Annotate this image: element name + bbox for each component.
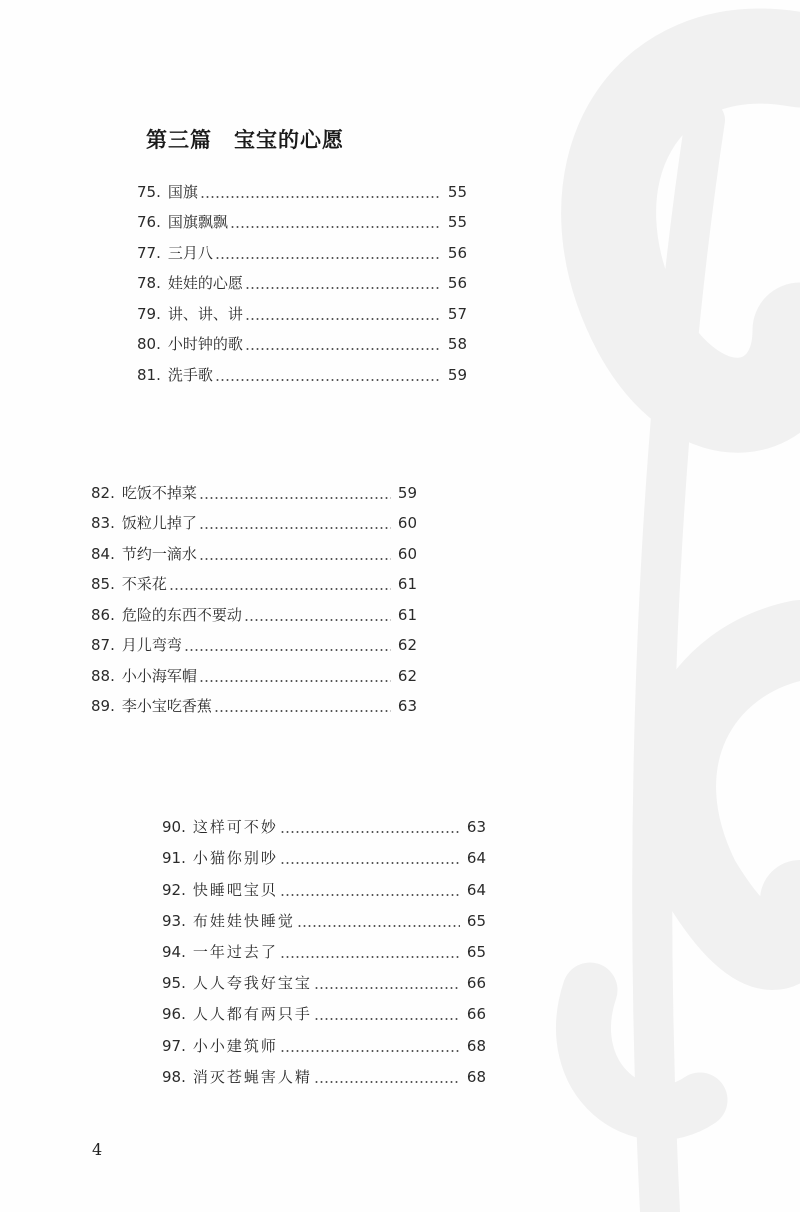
entry-title: 一年过去了: [192, 942, 278, 961]
toc-entry: [162, 805, 486, 836]
dot-leader: [314, 1018, 460, 1020]
entry-number: 79.: [137, 304, 161, 323]
entry-title: 三月八: [167, 243, 213, 262]
dot-leader: [215, 379, 441, 381]
toc-entry: [91, 563, 417, 594]
entry-page: 65: [466, 942, 486, 961]
entry-page: 58: [447, 335, 467, 353]
toc-entry: [162, 836, 486, 867]
toc-entry: [137, 353, 467, 384]
toc-entry: [137, 323, 467, 354]
toc-entry: [137, 201, 467, 232]
entry-page: 62: [397, 636, 417, 654]
page-number: 4: [92, 1140, 103, 1159]
dot-leader: [280, 862, 460, 864]
dot-leader: [199, 558, 391, 560]
dot-leader: [200, 196, 441, 198]
dot-leader: [230, 226, 441, 228]
dot-leader: [280, 1050, 460, 1052]
entry-number: 94.: [162, 942, 186, 961]
toc-entry: [91, 471, 417, 502]
entry-number: 76.: [137, 213, 161, 231]
dot-leader: [314, 987, 460, 989]
entry-title: 不采花: [121, 575, 167, 593]
entry-number: 78.: [137, 274, 161, 292]
toc-entry: [162, 992, 486, 1023]
entry-page: 61: [397, 575, 417, 593]
entry-page: 63: [397, 697, 417, 715]
entry-page: 55: [447, 182, 467, 201]
entry-title: 危险的东西不要动: [121, 605, 242, 624]
entry-page: 59: [447, 365, 467, 384]
toc-entry: [91, 532, 417, 563]
entry-page: 61: [397, 605, 417, 624]
toc-entry: [162, 899, 486, 930]
entry-number: 90.: [162, 818, 186, 837]
entry-title: 人人都有两只手: [192, 1005, 312, 1024]
entry-title: 娃娃的心愿: [167, 274, 243, 292]
entry-number: 98.: [162, 1067, 186, 1086]
dot-leader: [199, 680, 391, 682]
entry-number: 88.: [91, 666, 115, 685]
entry-page: 56: [447, 243, 467, 262]
entry-title: 国旗飘飘: [167, 213, 228, 231]
entry-page: 60: [397, 514, 417, 532]
dot-leader: [214, 710, 391, 712]
toc-entry: [91, 593, 417, 624]
entry-page: 59: [397, 483, 417, 502]
entry-number: 85.: [91, 575, 115, 593]
entry-title: 小猫你别吵: [192, 849, 278, 868]
dot-leader: [244, 619, 391, 621]
dot-leader: [280, 894, 460, 896]
toc-entry: [91, 502, 417, 533]
entry-page: 66: [466, 974, 486, 993]
dot-leader: [245, 287, 441, 289]
entry-page: 62: [397, 666, 417, 685]
dot-leader: [245, 318, 441, 320]
part-title: 宝宝的心愿: [234, 127, 344, 152]
entry-number: 81.: [137, 365, 161, 384]
entry-number: 75.: [137, 182, 161, 201]
entry-number: 95.: [162, 974, 186, 993]
entry-title: 洗手歌: [167, 365, 213, 384]
dot-leader: [314, 1081, 460, 1083]
toc-entry: [137, 292, 467, 323]
entry-title: 李小宝吃香蕉: [121, 697, 212, 715]
entry-number: 87.: [91, 636, 115, 654]
entry-page: 65: [466, 911, 486, 930]
entry-number: 93.: [162, 911, 186, 930]
page-title: [146, 124, 344, 154]
entry-title: 消灭苍蝇害人精: [192, 1067, 312, 1086]
toc-entry: [162, 1055, 486, 1086]
toc-list: [91, 471, 417, 715]
dot-leader: [199, 527, 391, 529]
entry-title: 快睡吧宝贝: [192, 880, 278, 899]
entry-title: 布娃娃快睡觉: [192, 911, 295, 930]
entry-title: 这样可不妙: [192, 818, 278, 837]
toc-list: [137, 170, 467, 384]
entry-page: 63: [466, 818, 486, 837]
dot-leader: [280, 956, 460, 958]
entry-page: 55: [447, 213, 467, 231]
toc-entry: [91, 654, 417, 685]
entry-page: 64: [466, 880, 486, 899]
entry-title: 国旗: [167, 182, 198, 201]
entry-title: 月儿弯弯: [121, 636, 182, 654]
dot-leader: [280, 831, 460, 833]
entry-page: 57: [447, 304, 467, 323]
dot-leader: [184, 649, 391, 651]
dot-leader: [169, 588, 391, 590]
entry-number: 77.: [137, 243, 161, 262]
entry-number: 83.: [91, 514, 115, 532]
toc-entry: [137, 231, 467, 262]
toc-entry: [91, 624, 417, 655]
entry-title: 节约一滴水: [121, 544, 197, 563]
entry-number: 92.: [162, 880, 186, 899]
toc-entry: [162, 867, 486, 898]
entry-number: 89.: [91, 697, 115, 715]
entry-number: 82.: [91, 483, 115, 502]
entry-title: 小小建筑师: [192, 1036, 278, 1055]
toc-entry: [91, 685, 417, 716]
entry-number: 80.: [137, 335, 161, 353]
entry-title: 小小海军帽: [121, 666, 197, 685]
toc-entry: [162, 961, 486, 992]
entry-page: 68: [466, 1067, 486, 1086]
entry-number: 86.: [91, 605, 115, 624]
entry-title: 小时钟的歌: [167, 335, 243, 353]
toc-entry: [162, 1023, 486, 1054]
dot-leader: [245, 348, 441, 350]
toc-entry: [162, 930, 486, 961]
entry-page: 56: [447, 274, 467, 292]
toc-entry: [137, 262, 467, 293]
toc-list: [162, 805, 486, 1086]
entry-page: 68: [466, 1036, 486, 1055]
entry-number: 96.: [162, 1005, 186, 1024]
entry-page: 66: [466, 1005, 486, 1024]
entry-title: 吃饭不掉菜: [121, 483, 197, 502]
part-label: 第三篇: [146, 127, 212, 152]
entry-number: 91.: [162, 849, 186, 868]
dot-leader: [215, 257, 441, 259]
dot-leader: [297, 925, 460, 927]
entry-title: 饭粒儿掉了: [121, 514, 197, 532]
entry-page: 64: [466, 849, 486, 868]
entry-title: 人人夸我好宝宝: [192, 974, 312, 993]
dot-leader: [199, 497, 391, 499]
entry-number: 84.: [91, 544, 115, 563]
entry-page: 60: [397, 544, 417, 563]
entry-title: 讲、讲、讲: [167, 304, 243, 323]
entry-number: 97.: [162, 1036, 186, 1055]
toc-entry: [137, 170, 467, 201]
